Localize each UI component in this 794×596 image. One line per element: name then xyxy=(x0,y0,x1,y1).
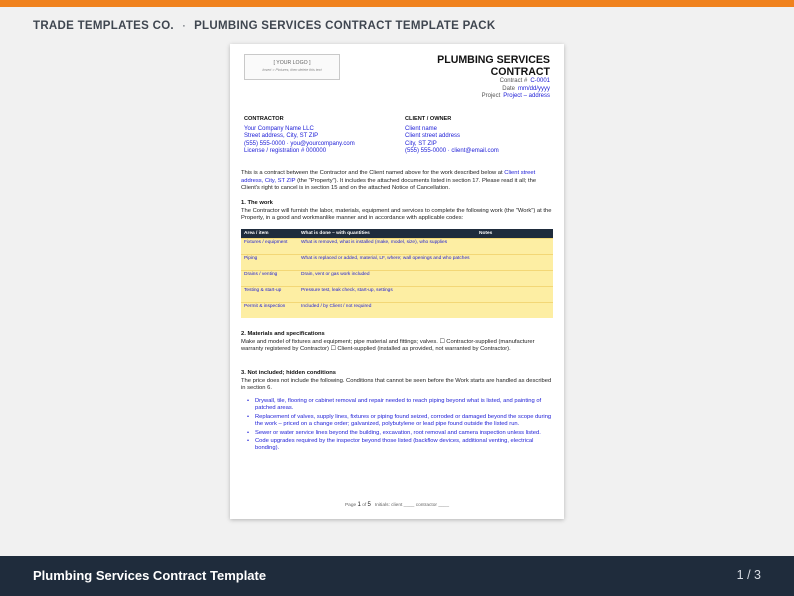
logo-label: [ YOUR LOGO ] xyxy=(273,60,311,66)
contractor-line: License / registration # 000000 xyxy=(244,148,327,154)
table-cell: Piping xyxy=(241,254,298,270)
work-table xyxy=(241,229,553,318)
table-row xyxy=(241,254,553,270)
title-line-2: CONTRACT xyxy=(490,66,550,78)
slide-counter: 1 / 3 xyxy=(736,568,761,582)
section-1-body: The Contractor will furnish the labor, materials, equipment and services to complete the following work (the "Work") at the Property, in a good and workmanlike manner and in accordance with applicable codes: xyxy=(241,207,552,222)
meta-contract-number: Contract # C-0001 xyxy=(499,78,550,84)
pack-title: PLUMBING SERVICES CONTRACT TEMPLATE PACK xyxy=(194,20,496,32)
table-cell xyxy=(476,302,553,318)
section-3-body: The price does not include the following. Conditions that cannot be seen before the Work starts are handled as described in section 6. xyxy=(241,377,552,392)
contractor-line: Street address, City, ST ZIP xyxy=(244,133,319,139)
header-separator: · xyxy=(181,20,187,32)
contract-meta xyxy=(482,78,550,101)
document-page-footer: Page 1 of 5 Initials: client ____ contractor ____ xyxy=(344,502,450,508)
footer-title: Plumbing Services Contract Template xyxy=(33,568,267,583)
table-row xyxy=(241,286,553,302)
list-item: • Drywall, tile, flooring or cabinet removal and repair needed to reach piping beyond what is listed, and painting of patched areas. xyxy=(255,398,553,413)
client-line: City, ST ZIP xyxy=(405,140,437,147)
table-row xyxy=(241,238,553,254)
section-3-heading: 3. Not included; hidden conditions xyxy=(241,370,337,376)
table-cell xyxy=(476,254,553,270)
page-footer xyxy=(0,556,794,596)
table-header: What is done – with quantities xyxy=(298,229,476,238)
logo-hint: Insert > Pictures, then delete this text xyxy=(262,68,322,72)
table-row xyxy=(241,302,553,318)
section-1-heading: 1. The work xyxy=(241,200,273,206)
page-header xyxy=(33,20,496,32)
section-2-body: Make and model of fixtures and equipment; pipe material and fittings; valves. ☐ Contractor-supplied (manufacturer warranty registered by Contractor) ☐ Client-supplied (installed as provided, not warranted by Contractor). xyxy=(241,338,535,353)
intro-paragraph: This is a contract between the Contractor and the Client named above for the work described below at Client street address, City, ST ZIP (the "Property"). It includes the attached documents listed in section 17. Please read it all; the Client's right to cancel is in section 15 and on the attached Notice of Cancellation. xyxy=(241,170,537,192)
contractor-heading: CONTRACTOR xyxy=(244,116,284,122)
client-line: (555) 555-0000 · client@email.com xyxy=(405,148,499,154)
table-header-row xyxy=(241,229,553,238)
list-item: • Sewer or water service lines beyond the building, excavation, root removal and camera inspection unless listed. xyxy=(255,430,553,437)
table-cell: Fixtures / equipment xyxy=(241,238,298,254)
table-header: Area / item xyxy=(241,229,298,238)
client-block xyxy=(405,116,499,156)
contractor-line: Your Company Name LLC xyxy=(244,125,314,132)
document-preview xyxy=(230,44,564,519)
table-cell: Permit & inspection xyxy=(241,302,298,318)
table-cell: Testing & start-up xyxy=(241,286,298,302)
table-cell: Pressure test, leak check, start-up, settings xyxy=(298,286,476,302)
meta-date: Date mm/dd/yyyy xyxy=(502,85,550,92)
meta-project: Project Project – address xyxy=(481,93,550,100)
table-cell xyxy=(476,270,553,286)
brand-name: TRADE TEMPLATES CO. xyxy=(33,20,174,32)
section-1 xyxy=(241,200,553,223)
client-line: Client street address xyxy=(405,133,461,139)
initials-line: Initials: client ____ contractor ____ xyxy=(374,503,450,508)
title-line-1: PLUMBING SERVICES xyxy=(437,54,550,66)
table-cell: What is removed, what is installed (make, model, size), who supplies xyxy=(298,238,476,254)
section-3 xyxy=(241,370,553,393)
section-2 xyxy=(241,331,553,354)
table-header: Notes xyxy=(476,229,553,238)
contractor-block xyxy=(244,116,355,156)
client-heading: CLIENT / OWNER xyxy=(405,116,452,122)
section-2-heading: 2. Materials and specifications xyxy=(241,331,325,337)
list-item: • Replacement of valves, supply lines, fixtures or piping found seized, corroded or damaged beyond the scope during the work – priced on a change order; galvanized, polybutylene or lead pipe found outside the listed run. xyxy=(255,414,553,429)
contractor-line: (555) 555-0000 · you@yourcompany.com xyxy=(244,140,355,147)
document-title xyxy=(437,54,550,78)
table-cell: Drains / venting xyxy=(241,270,298,286)
table-cell xyxy=(476,286,553,302)
list-item: • Code upgrades required by the inspector beyond those listed (backflow devices, additional venting, electrical bonding). xyxy=(255,438,553,453)
table-cell: Drain, vent or gas work included xyxy=(298,270,476,286)
accent-bar xyxy=(0,0,794,7)
table-cell: Included / by Client / not required xyxy=(298,302,476,318)
table-row xyxy=(241,270,553,286)
client-line: Client name xyxy=(405,125,438,132)
exclusions-list xyxy=(255,398,553,454)
logo-placeholder xyxy=(244,54,340,80)
table-cell: What is replaced or added, material, LF, where; wall openings and who patches xyxy=(298,254,476,270)
table-cell xyxy=(476,238,553,254)
